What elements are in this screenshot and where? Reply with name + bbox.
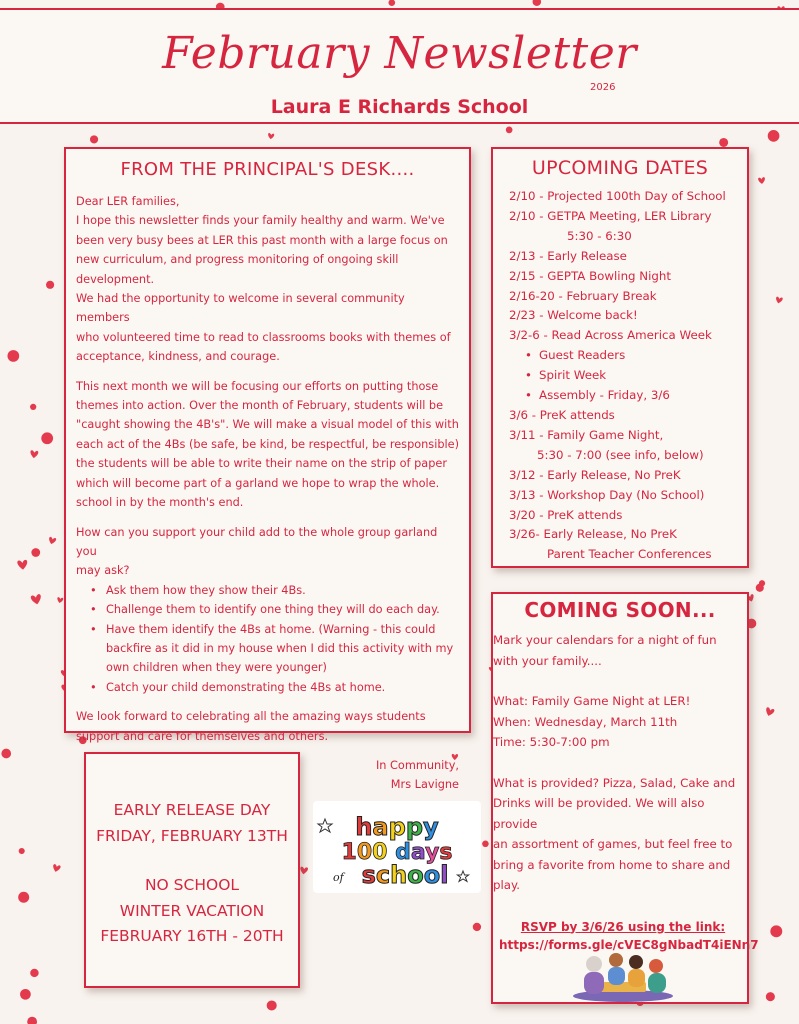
date-item: 3/26- Early Release, No PreK [509, 527, 677, 542]
dot-shape [19, 848, 25, 854]
support-tip-item [106, 620, 459, 678]
date-item: 3/20 - PreK attends [509, 507, 623, 522]
dot-shape [267, 1000, 277, 1010]
heart-icon [300, 866, 309, 874]
heart-icon [775, 296, 783, 304]
dot-shape [1, 749, 11, 759]
signoff-line-2: Mrs Lavigne [390, 778, 459, 792]
principal-title: FROM THE PRINCIPAL'S DESK.... [120, 159, 415, 180]
release-line-2: FRIDAY, FEBRUARY 13TH [96, 826, 288, 845]
coming-soon-panel [491, 592, 759, 1004]
date-item: 3/6 - PreK attends [509, 407, 615, 422]
letter-line: themes into action. Over the month of February, students will be [76, 399, 444, 413]
letter-line: How can you support your child add to the whole group garland you [76, 525, 438, 558]
date-item: Parent Teacher Conferences [547, 547, 712, 562]
hundred-days-word-3: school [361, 861, 449, 889]
date-subitem: • Guest Readers [509, 346, 747, 366]
release-line-4: WINTER VACATION [119, 901, 265, 920]
heart-icon [17, 560, 28, 570]
provided-line: an assortment of games, but feel free to [493, 837, 733, 851]
provided-line: bring a favorite from home to share and [493, 857, 731, 872]
heart-icon [52, 864, 61, 873]
date-item: 5:30 - 7:00 (see info, below) [537, 447, 704, 462]
dot-shape [719, 138, 728, 147]
heart-icon [30, 450, 39, 458]
dot-shape [30, 969, 38, 977]
date-subitem: • Assembly - Friday, 3/6 [509, 386, 747, 406]
letter-line: been very busy bees at LER this past month with a large focus on [76, 233, 448, 247]
event-what: What: Family Game Night at LER! [493, 694, 691, 708]
event-time: Time: 5:30-7:00 pm [493, 735, 610, 749]
coming-soon-intro [493, 630, 747, 671]
dot-shape [20, 989, 31, 1000]
date-item: 3/13 - Workshop Day (No School) [509, 487, 705, 502]
letter-line: "caught showing the 4B's". We will make a visual model of this with [76, 418, 459, 432]
dot-shape [90, 135, 98, 143]
release-line-5: FEBRUARY 16TH - 20TH [100, 927, 284, 945]
early-release-body [86, 754, 298, 950]
letter-paragraph-3 [76, 523, 459, 581]
newsletter-year: 2026 [590, 82, 616, 93]
hundred-days-graphic [313, 801, 481, 893]
letter-line: I hope this newsletter finds your family healthy and warm. We've [76, 214, 445, 228]
newsletter-header [0, 8, 799, 124]
hundred-days-word-of: of [333, 871, 344, 884]
upcoming-dates-title: UPCOMING DATES [531, 157, 709, 179]
coming-soon-body [493, 622, 759, 954]
letter-greeting: Dear LER families, [76, 195, 180, 208]
date-item: 2/10 - Projected 100th Day of School [509, 189, 726, 203]
release-line-1: EARLY RELEASE DAY [113, 801, 271, 819]
dot-shape [31, 548, 40, 557]
heart-icon [764, 707, 774, 717]
dot-shape [27, 1017, 37, 1024]
dot-shape [7, 350, 19, 362]
intro-line: with your family.... [493, 653, 602, 668]
dot-shape [473, 923, 481, 931]
letter-paragraph-1 [76, 211, 459, 366]
date-item: 3/12 - Early Release, No PreK [509, 467, 681, 482]
support-tip-line: • Catch your child demonstrating the 4Bs at home. [106, 680, 386, 694]
letter-line: This next month we will be focusing our efforts on putting those [76, 379, 439, 393]
support-tip-line: own children when they were younger) [106, 661, 327, 675]
letter-closing [76, 707, 459, 746]
support-tip-item [106, 678, 459, 697]
dot-shape [759, 580, 765, 586]
signoff-line-1: In Community, [375, 758, 459, 772]
date-item: 3/2-6 - Read Across America Week [509, 328, 712, 343]
heart-icon [758, 177, 765, 184]
support-tip-item [106, 581, 459, 600]
letter-line: support and care for themselves and others. [76, 729, 329, 743]
heart-icon [268, 133, 275, 140]
hundred-days-word-1: happy [355, 813, 439, 841]
intro-line: Mark your calendars for a night of fun [493, 633, 717, 647]
letter-line: school in by the month's end. [76, 496, 244, 510]
event-provided [493, 773, 747, 896]
provided-line: Drinks will be provided. We will also provide [493, 796, 705, 831]
principal-letter-body [66, 180, 469, 795]
school-name: Laura E Richards School [270, 96, 529, 118]
date-item: 5:30 - 6:30 [567, 228, 632, 243]
letter-line: who volunteered time to read to classrooms books with themes of [76, 330, 451, 344]
heart-icon [48, 537, 57, 545]
date-item: 2/10 - GETPA Meeting, LER Library [509, 208, 712, 223]
dot-shape [533, 0, 542, 6]
letter-line: We had the opportunity to welcome in several community members [76, 292, 405, 325]
support-tip-line: • Ask them how they show their 4Bs. [106, 583, 306, 597]
date-item: 3/11 - Family Game Night, [509, 427, 664, 442]
date-item: 2/15 - GEPTA Bowling Night [509, 268, 671, 283]
dot-shape [506, 127, 513, 134]
letter-line: new curriculum, and progress monitoring of ongoing skill development. [76, 253, 399, 286]
dot-shape [482, 840, 489, 847]
letter-line: We look forward to celebrating all the amazing ways students [76, 710, 426, 724]
support-tips-list [76, 581, 459, 697]
dot-shape [18, 892, 29, 903]
letter-line: acceptance, kindness, and courage. [76, 350, 280, 364]
support-tip-line: • Have them identify the 4Bs at home. (Warning - this could [106, 622, 436, 636]
letter-paragraph-2 [76, 377, 459, 513]
coming-soon-title: COMING SOON... [524, 598, 716, 622]
rsvp-link[interactable]: https://forms.gle/cVEC8gNbadT4iENn7 [499, 937, 759, 952]
letter-line: each act of the 4Bs (be safe, be kind, be respectful, be responsible) [76, 437, 459, 451]
support-tip-line: • Challenge them to identify one thing they will do each day. [106, 603, 440, 617]
principal-letter-panel [64, 147, 471, 792]
provided-line: What is provided? Pizza, Salad, Cake and [493, 775, 736, 790]
date-item: 2/23 - Welcome back! [509, 308, 638, 323]
dot-shape [388, 0, 395, 6]
event-when: When: Wednesday, March 11th [493, 714, 678, 729]
support-tip-item [106, 600, 459, 619]
newsletter-title: February Newsletter [162, 28, 637, 79]
letter-line: the students will be able to write their name on the strip of paper [76, 457, 447, 471]
date-item: 2/13 - Early Release [509, 248, 627, 263]
release-line-3: NO SCHOOL [144, 876, 240, 894]
dot-shape [30, 404, 36, 410]
early-release-panel [84, 752, 300, 988]
upcoming-dates-list [493, 179, 747, 565]
letter-line: may ask? [76, 564, 130, 578]
support-tip-line: backfire as it did in my house when I did this activity with my [106, 641, 454, 655]
dot-shape [770, 925, 782, 937]
hundred-days-word-2: 100 days [341, 840, 453, 865]
upcoming-dates-panel [491, 147, 749, 568]
date-item: 2/16-20 - February Break [509, 288, 657, 303]
dot-shape [46, 281, 54, 289]
letter-line: which will become part of a garland we hope to wrap the whole. [76, 476, 440, 490]
heart-icon [57, 597, 64, 604]
family-game-illustration [570, 946, 676, 1002]
provided-line: play. [493, 878, 521, 892]
dot-shape [768, 130, 780, 142]
heart-icon [30, 594, 42, 605]
rsvp-line: RSVP by 3/6/26 using the link: [520, 919, 726, 934]
dot-shape [41, 432, 53, 444]
date-subitem: • Spirit Week [509, 366, 747, 386]
dot-shape [766, 992, 775, 1001]
